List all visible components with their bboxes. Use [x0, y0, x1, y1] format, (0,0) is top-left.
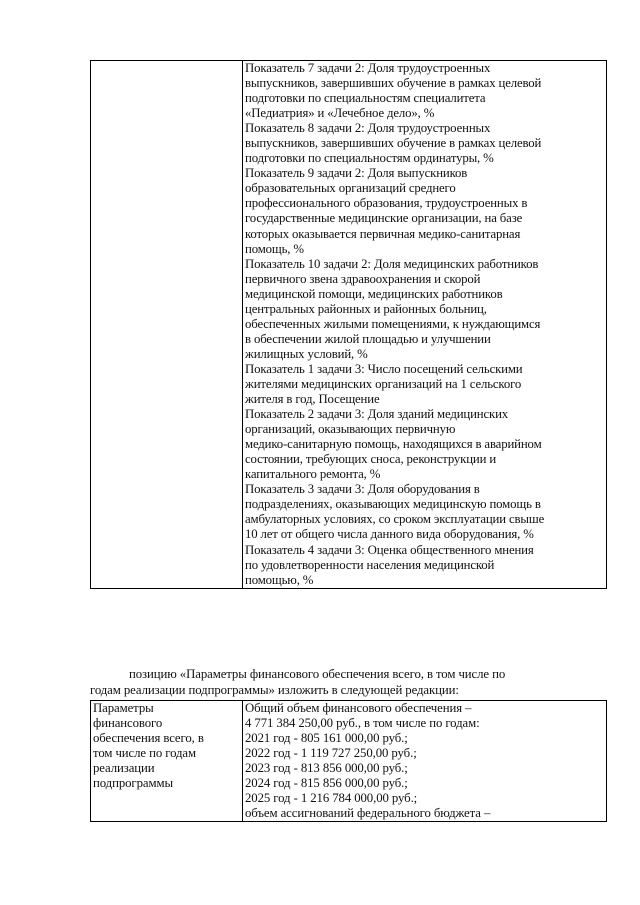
indicators-label-cell — [91, 61, 243, 589]
indicator-line: 10 лет от общего числа данного вида оборудования, % — [245, 527, 534, 542]
finance-value-line: 2021 год - 805 161 000,00 руб.; — [245, 731, 408, 746]
indicator-line: Показатель 7 задачи 2: Доля трудоустроенных — [245, 61, 491, 75]
indicator-line: в обеспечении жилой площадью и улучшении — [245, 331, 491, 346]
indicator-line: жилищных условий, % — [245, 346, 368, 361]
indicators-row — [91, 61, 607, 589]
finance-value-line: 2023 год - 813 856 000,00 руб.; — [245, 761, 408, 776]
indicator-line: центральных районных и районных больниц, — [245, 301, 487, 316]
indicators-table — [90, 60, 607, 589]
finance-label-line: реализации — [93, 761, 155, 776]
indicator-line: выпускников, завершивших обучение в рамках целевой — [245, 76, 542, 91]
indicator-line: государственные медицинские организации, на базе — [245, 211, 523, 226]
finance-label-line: финансового — [93, 716, 163, 731]
finance-value-line: 4 771 384 250,00 руб., в том числе по годам: — [245, 716, 480, 731]
indicator-line: «Педиатрия» и «Лечебное дело», % — [245, 106, 435, 121]
indicator-line: Показатель 10 задачи 2: Доля медицинских работников — [245, 256, 539, 271]
indicator-line: медико-санитарную помощь, находящихся в аварийном — [245, 437, 542, 452]
indicator-line: профессионального образования, трудоустроенных в — [245, 196, 528, 211]
indicator-line: выпускников, завершивших обучение в рамках целевой — [245, 136, 542, 151]
indicator-line: Показатель 8 задачи 2: Доля трудоустроенных — [245, 121, 491, 136]
indicator-line: Показатель 3 задачи 3: Доля оборудования в — [245, 482, 480, 497]
finance-table — [90, 700, 607, 822]
instruction-line: годам реализации подпрограммы» изложить в следующей редакции: — [90, 683, 459, 697]
indicator-line: состоянии, требующих сноса, реконструкции и — [245, 452, 497, 467]
indicator-line: подразделениях, оказывающих медицинскую помощь в — [245, 497, 541, 512]
indicator-line: которых оказывается первичная медико-санитарная — [245, 226, 521, 241]
indicator-line: подготовки по специальностям ординатуры, % — [245, 151, 494, 166]
indicator-line: Показатель 1 задачи 3: Число посещений сельскими — [245, 361, 523, 376]
finance-label-line: Параметры — [93, 701, 154, 715]
finance-row — [91, 701, 607, 822]
indicator-line: подготовки по специальностям специалитета — [245, 91, 486, 106]
indicator-line: обеспеченных жилыми помещениями, к нуждающимся — [245, 316, 541, 331]
finance-label-line: обеспечения всего, в — [93, 731, 204, 746]
indicator-line: Показатель 2 задачи 3: Доля зданий медицинских — [245, 407, 509, 422]
finance-value-line: 2024 год - 815 856 000,00 руб.; — [245, 776, 408, 791]
indicator-line: организаций, оказывающих первичную — [245, 422, 456, 437]
finance-value-line: объем ассигнований федерального бюджета – — [245, 806, 491, 821]
indicator-line: Показатель 9 задачи 2: Доля выпускников — [245, 166, 468, 181]
instruction-paragraph — [90, 666, 610, 698]
indicator-line: амбулаторных условиях, со сроком эксплуатации свыше — [245, 512, 545, 527]
indicator-line: жителями медицинских организаций на 1 сельского — [245, 376, 522, 391]
finance-label-cell — [91, 701, 243, 822]
indicator-line: помощь, % — [245, 241, 304, 256]
finance-value-cell — [243, 701, 607, 822]
indicator-line: по удовлетворенности населения медицинской — [245, 557, 495, 572]
finance-label-line: том числе по годам — [93, 746, 196, 761]
finance-value-line: Общий объем финансового обеспечения – — [245, 701, 472, 715]
indicator-line: образовательных организаций среднего — [245, 181, 456, 196]
indicator-line: медицинской помощи, медицинских работников — [245, 286, 503, 301]
indicator-line: жителя в год, Посещение — [245, 392, 380, 407]
indicator-line: капитального ремонта, % — [245, 467, 381, 482]
finance-value-line: 2025 год - 1 216 784 000,00 руб.; — [245, 791, 418, 806]
indicator-line: первичного звена здравоохранения и скорой — [245, 271, 481, 286]
finance-label-line: подпрограммы — [93, 776, 173, 791]
indicators-content-cell — [243, 61, 607, 589]
finance-value-line: 2022 год - 1 119 727 250,00 руб.; — [245, 746, 417, 761]
instruction-line: позицию «Параметры финансового обеспечения всего, в том числе по — [129, 667, 506, 681]
indicator-line: Показатель 4 задачи 3: Оценка общественного мнения — [245, 542, 534, 557]
indicator-line: помощью, % — [245, 572, 314, 587]
